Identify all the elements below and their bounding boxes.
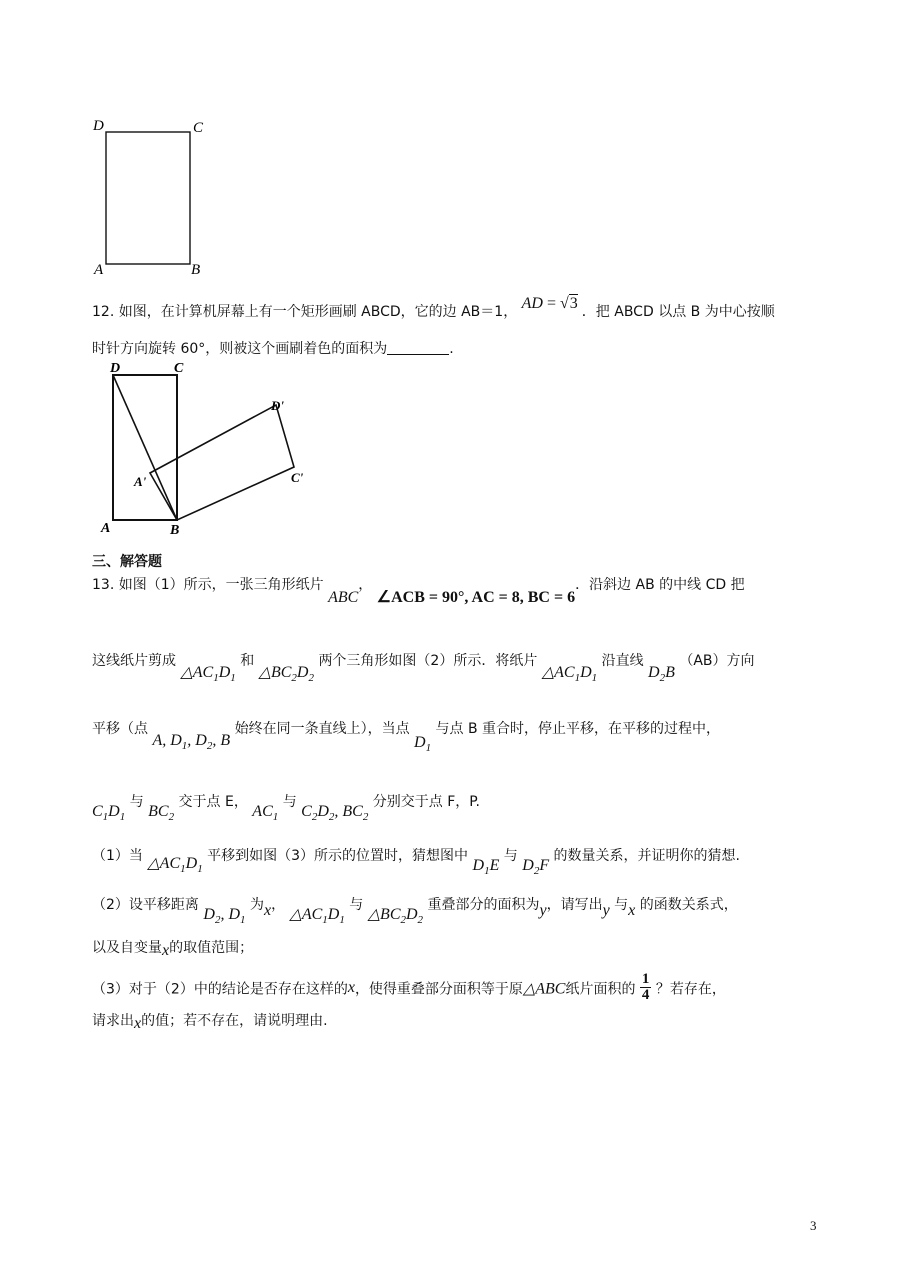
- q13-l2-triangle-2: $\triangle BC_2D_2$: [258, 664, 314, 684]
- label-a-prime: A': [134, 474, 147, 489]
- q13-p2-l2-text-b: 的取值范围；: [169, 940, 254, 956]
- q13-p1-text-b: 平移到如图（3）所示的位置时，猜想图中: [207, 848, 469, 864]
- q13-l4-with-2: 与: [282, 794, 297, 810]
- q13-p2-text-d: ，请写出: [546, 897, 603, 913]
- q13-p1-text-a: （1）当: [92, 848, 143, 864]
- label-c: C: [193, 120, 204, 136]
- label-a: A: [101, 521, 111, 536]
- q12-sqrt-sign: √: [560, 295, 569, 312]
- q13-l4-c1d1: $C_1D_1$: [92, 803, 126, 823]
- q13-p3-l2-text-b: 的值；若不存在，请说明理由.: [141, 1013, 328, 1029]
- q13-p2-l2-x: x: [162, 942, 170, 959]
- q13-l3-text-b: 始终在同一条直线上），当点: [234, 721, 410, 737]
- q13-p1-d1e: $D_1E$: [472, 857, 500, 877]
- q12-line2: [92, 338, 454, 358]
- q13-p2-x-2: x: [628, 902, 636, 919]
- q13-p3-text-a: （3）对于（2）中的结论是否存在这样的: [92, 981, 348, 998]
- q12-text-b: ．把 ABCD 以点 B 为中心按顺: [581, 304, 775, 320]
- q12-text-c: 时针方向旋转 60°，则被这个画刷着色的面积为: [92, 341, 388, 357]
- q13-l2-text-a: 这线纸片剪成: [92, 653, 176, 669]
- q13-l2-triangle-3: $\triangle AC_1D_1$: [541, 664, 598, 684]
- q13-p1-d2f: $D_2F$: [522, 857, 550, 877]
- q13-p2-with: 与: [349, 897, 364, 913]
- q13-p2-y: y: [539, 902, 547, 919]
- q13-p2-triangle-2: $\triangle BC_2D_2$: [367, 906, 424, 926]
- q13-l2-triangle-1: $\triangle AC_1D_1$: [180, 664, 236, 684]
- q12-line1: [92, 295, 775, 321]
- q13-l4-text-a: 交于点 E，: [178, 794, 248, 810]
- q13-p2-x: x: [263, 902, 272, 919]
- q13-p3-l2-text-a: 请求出: [92, 1013, 134, 1029]
- q13-p1-text-c: 的数量关系，并证明你的猜想.: [553, 848, 740, 864]
- q13-l2-text-d: （AB）方向: [679, 653, 755, 669]
- figure-rectangle-abcd: [90, 112, 210, 282]
- rectangle-abcd: [106, 132, 190, 264]
- q12-ad-formula: [522, 295, 582, 312]
- label-a: A: [94, 262, 104, 278]
- q13-l3-points: A, $D_1$, $D_2$, B: [152, 732, 231, 752]
- q13-l4-ac1: $AC_1$: [252, 803, 279, 823]
- q13-p2-with-2: 与: [614, 897, 629, 913]
- diagonal-db: [113, 375, 177, 520]
- label-b: B: [170, 523, 180, 538]
- q13-p3-text-d: ？若存在，: [655, 981, 726, 998]
- q13-p2-triangle-1: $\triangle AC_1D_1$: [289, 906, 345, 926]
- q13-p3-numerator: 1: [641, 971, 650, 987]
- page-number: 3: [810, 1218, 817, 1233]
- q13-p3-text-b: ，使得重叠部分面积等于原: [354, 981, 523, 998]
- q13-l2-and: 和: [240, 653, 255, 669]
- q12-text-a: 12. 如图，在计算机屏幕上有一个矩形画刷 ABCD，它的边 AB＝1，: [92, 304, 518, 320]
- q13-line1: [92, 574, 745, 606]
- q13-l3-point-d1: $D_1$: [414, 734, 432, 754]
- q13-l1-comma: ，: [358, 577, 373, 593]
- q13-p2-y-2: y: [602, 902, 610, 919]
- q13-l1-text-a: 13. 如图（1）所示，一张三角形纸片: [92, 577, 324, 593]
- q13-p3-text-c: 纸片面积的: [565, 981, 636, 998]
- label-d: D: [110, 361, 121, 376]
- section-heading: 三、解答题: [92, 554, 162, 570]
- q12-answer-blank: [387, 340, 449, 355]
- q13-l2-line-d2b: $D_2B$: [648, 664, 675, 684]
- q13-l4-with: 与: [129, 794, 144, 810]
- q12-ad-eq: =: [542, 295, 561, 312]
- q13-p3-triangle: △ABC: [522, 980, 566, 998]
- q13-l2-text-b: 两个三角形如图（2）所示．将纸片: [318, 653, 538, 669]
- q13-p2-text-b: 为: [249, 897, 264, 913]
- q13-line3: [92, 718, 721, 754]
- q13-p3-fraction: [640, 972, 652, 1003]
- q13-p3-x: x: [347, 978, 355, 996]
- q13-p2-text-a: （2）设平移距离: [92, 897, 199, 913]
- label-c-prime: C': [291, 470, 304, 485]
- q13-p1-with: 与: [503, 848, 518, 864]
- q13-l1-conditions: ∠ACB = 90°, AC = 8, BC = 6: [376, 589, 576, 606]
- q13-p2-comma: ，: [271, 897, 286, 913]
- q13-l4-c2d2-bc2: $C_2D_2$, $BC_2$: [301, 803, 369, 823]
- q13-p3-l2-x: x: [134, 1015, 142, 1032]
- label-d-prime: D': [271, 398, 284, 413]
- q13-l4-bc2: $BC_2$: [148, 803, 175, 823]
- q13-line2: [92, 650, 755, 684]
- q13-part3-line1: [92, 971, 726, 1005]
- q13-part2-line2: [92, 937, 253, 957]
- label-c: C: [174, 361, 184, 376]
- q12-sqrt-value: 3: [569, 295, 578, 312]
- q13-part1: [92, 845, 740, 877]
- figure-rotated-brush: [98, 358, 318, 540]
- q13-l2-text-c: 沿直线: [601, 653, 644, 669]
- q13-l1-text-b: ．沿斜边 AB 的中线 CD 把: [575, 577, 745, 593]
- q12-ad-lhs: AD: [521, 295, 543, 312]
- label-d: D: [93, 118, 104, 134]
- q13-l3-text-a: 平移（点: [92, 721, 148, 737]
- q13-part3-line2: [92, 1010, 328, 1030]
- q13-part2-line1: [92, 894, 738, 926]
- q13-p2-text-c: 重叠部分的面积为: [427, 897, 540, 913]
- q13-l4-text-b: 分别交于点 F，P.: [372, 794, 481, 810]
- q13-p3-denominator: 4: [641, 987, 650, 1003]
- rotated-rectangle: [150, 405, 294, 520]
- label-b: B: [191, 262, 201, 278]
- q13-l1-abc: ABC: [328, 589, 359, 606]
- q13-l3-text-c: 与点 B 重合时，停止平移，在平移的过程中，: [435, 721, 721, 737]
- q12-text-d: .: [449, 341, 454, 357]
- q13-p1-triangle: $\triangle AC_1D_1$: [147, 855, 203, 875]
- q13-p2-l2-text-a: 以及自变量: [92, 940, 162, 956]
- q13-line4: [92, 791, 481, 823]
- q13-p2-text-e: 的函数关系式，: [639, 897, 738, 913]
- q13-p2-d2d1: $D_2$, $D_1$: [203, 906, 246, 926]
